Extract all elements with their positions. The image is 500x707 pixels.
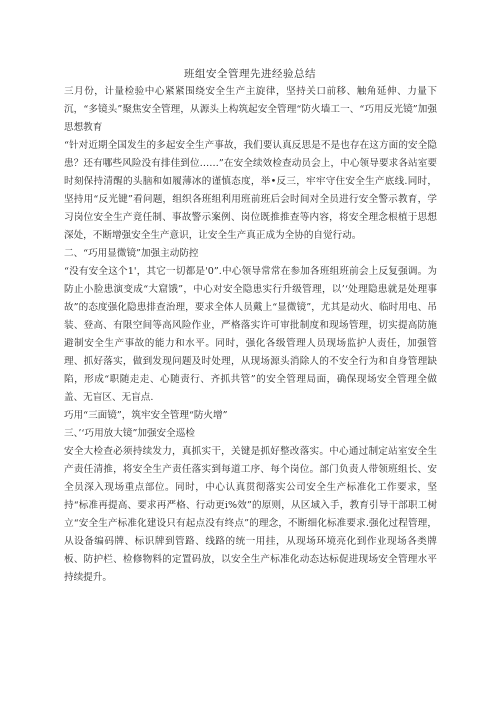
section-heading-3: 三、’‘巧用放大镜”加强安全巡检 [64, 428, 195, 439]
paragraph-inspection: 安全大检查必须持续发力，真抓实干，关键是抓好整改落实。中心通过制定站室安全生产责任清推，将安全生产责任落实到每道工序、每个岗位。部门负责人带领班组长、安全员深入现场重点部位。同时，中心认真贯彻落实公司安全生产标准化工作要求，坚持“标准再提高、要求再严格、行动更i%效”的原则，从区域入手，教育引导干部职工树立“安全生产标准化建设只有起点没有终点”的理念，不断细化标准要求.强化过程管理，从设备编码牌、标识牌到管路、线路的统一用挂，从现场环境亮化到作业现场各类牌板、防护栏、检修物料的定置码放，以安全生产标准化动态达标促进现场安全管理水平持续提升。 [64, 446, 437, 583]
section-subheading: 巧用“三面镜”，筑牢安全管理“防火增” [64, 410, 228, 421]
paragraph-reflection: “针对近期全国发生的多起安全生产事故，我们要认真反思是不是也存在这方面的安全隐患？还有哪些风险没有排佳到位……”在安全续效检查动员会上，中心领导要求各站室要时刻保持清醒的头脑和如履薄冰的谨慎态度，举•反三，牢牢守住安全生产底线.同时，坚持用“反光键”看问题，组织各班组利用班前班后会时间对全员进行安全警示教育，学习岗位安全生产竟任制、事故警示案例、岗位既推推查等内容，将安全理念根植于思想深处，不断增强安全生产意识，让安全生产真正成为全协的自觉行动。 [64, 140, 437, 241]
document-body [64, 83, 437, 587]
paragraph-intro: 三月份，计量检验中心紧紧围绕安全生产主旋律，坚持关口前移、触角延伸、力量下沉，“多镜头”聚焦安全管理，从源头上构筑起安全管理“防火墙工一、“巧用反光镜”加强思想教育 [64, 86, 437, 133]
paragraph-prevention: “没有安全这个1'，其它一切都是'0”.中心领导常常在参加各班组班前会上反复强调。为防止小脸患演变成“大窟饿”，中心对安全隐患实行升级管理，以’‘处理隐患就是处理事故”的态度强化隐患排查治理，要求全体人员戴上“显微镜”，尤其是动火、临时用电、吊装、登高、有限空间等高风险作业，严格落实许可审批制度和现场管理，切实提高防施避制安全生产事故的能力和水平。同时，强化各级管理人员现场监护人责任，加强管理、抓好落实，做到发现问题及时处理，从现场源头消除人的不安全行为和自身管理缺陷，形成“职随走走、心随责行、齐抓共管”的安全管理局面，确保现场安全管理全做盖、无盲区、无盲点. [64, 266, 437, 403]
document-title: 班组安全管理先进经验总结 [184, 68, 316, 80]
section-heading-2: 二、“巧用显微镜”加强主动防控 [64, 248, 199, 259]
